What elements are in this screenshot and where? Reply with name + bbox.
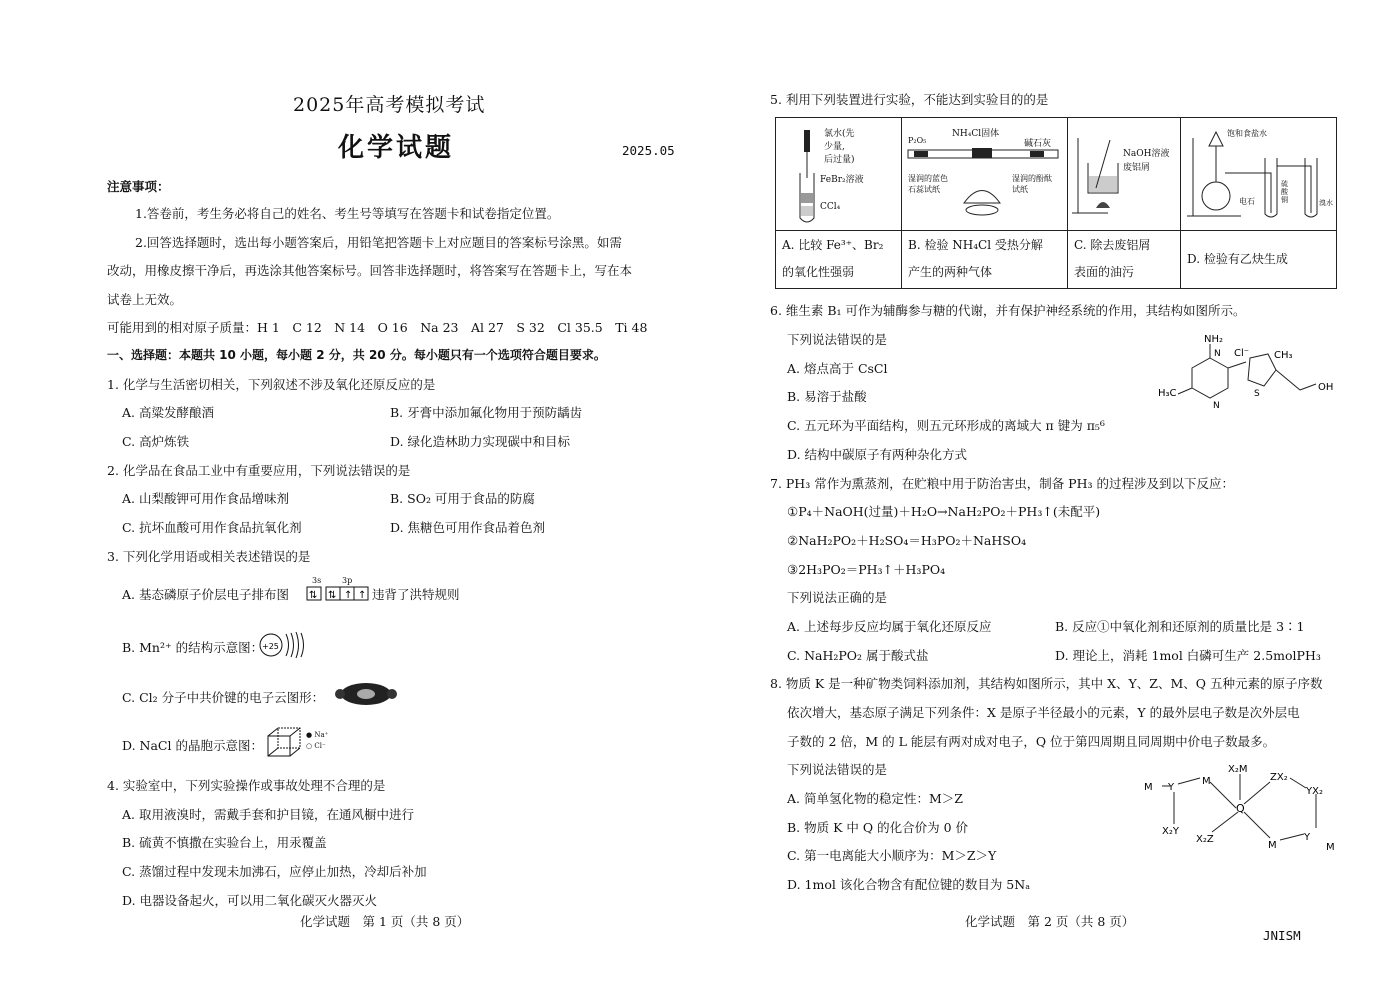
q1-option-c: C. 高炉炼铁 [122,434,190,449]
nucleus-charge: +25 [262,642,279,651]
q4-option-a: A. 取用液溴时，需戴手套和护目镜，在通风橱中进行 [122,807,414,822]
struct-m-1: M [1144,782,1153,793]
struct-nh2: NH₂ [1204,334,1224,345]
q2-option-c: C. 抗坏血酸可用作食品抗氧化剂 [122,520,302,535]
svg-text:↑: ↑ [358,590,367,601]
atomic-masses: 可能用到的相对原子质量：H 1 C 12 N 14 O 16 Na 23 Al 27 S 32 Cl 35.5 Ti 48 [107,320,648,335]
q4-option-d: D. 电器设备起火，可以用二氧化碳灭火器灭火 [122,893,378,908]
q8-option-d: D. 1mol 该化合物含有配位键的数目为 5Nₐ [787,877,1031,892]
struct-y-1: Y [1168,782,1175,793]
q4-option-b: B. 硫黄不慎撒在实验台上，用汞覆盖 [122,835,327,850]
apparatus-b-label-6: 湿润的酚酞 [1012,174,1052,183]
q8-option-a: A. 简单氢化物的稳定性：M＞Z [787,791,963,806]
question-8-line-3: 子数的 2 倍，M 的 L 能层有两对成对电子，Q 位于第四周期且同周期中价电子数最多。 [787,734,1276,749]
question-6: 6. 维生素 B₁ 可作为辅酶参与糖的代谢，并有保护神经系统的作用，其结构如图所示。 [770,303,1246,318]
apparatus-b-label-7: 试纸 [1012,185,1028,194]
q7-reaction-3: ③2H₃PO₂＝PH₃↑＋H₃PO₄ [787,562,946,577]
struct-zx2: ZX₂ [1270,772,1288,783]
apparatus-b-label-4: 湿润的蓝色 [908,174,948,183]
q6-subtitle: 下列说法错误的是 [787,332,888,347]
apparatus-b-label-3: 碱石灰 [1024,139,1052,149]
q2-option-b: B. SO₂ 可用于食品的防腐 [390,491,535,506]
apparatus-a-label-5: CCl₄ [820,202,841,212]
question-8-line-1: 8. 物质 K 是一种矿物类饲料添加剂，其结构如图所示，其中 X、Y、Z、M、Q 五种元素的原子序数 [770,676,1323,691]
q7-option-a: A. 上述每步反应均属于氧化还原反应 [787,619,992,634]
apparatus-d-caption [1187,246,1334,273]
q4-option-c: C. 蒸馏过程中发现未加沸石，应停止加热，冷却后补加 [122,864,427,879]
apparatus-a-caption [782,232,900,286]
right-footer: 化学试题 第 2 页（共 8 页） [965,914,1135,929]
mn-ion-structure-diagram [258,628,308,662]
compound-k-structure [1140,760,1340,860]
nacl-legend-na-text: Na⁺ [314,731,329,739]
apparatus-a-caption-2: 的氧化性强弱 [782,265,855,279]
q1-option-d: D. 绿化造林助力实现碳中和目标 [390,434,571,449]
apparatus-cell-d [1181,118,1336,288]
notice-2a: 2.回答选择题时，选出每小题答案后，用铅笔把答题卡上对应题目的答案标号涂黑。如需 [135,235,622,250]
q8-option-b: B. 物质 K 中 Q 的化合价为 0 价 [787,820,969,835]
apparatus-a-label-1: 氯水(先 [824,129,855,139]
q1-option-b: B. 牙膏中添加氟化物用于预防龋齿 [390,405,583,420]
apparatus-c-caption-1: C. 除去废铝屑 [1074,238,1151,252]
struct-ch3: CH₃ [1274,350,1293,361]
apparatus-b-label-5: 石蕊试纸 [908,185,940,194]
q3-option-b: B. Mn²⁺ 的结构示意图： [122,640,264,655]
q7-option-b: B. 反应①中氧化剂和还原剂的质量比是 3∶1 [1055,619,1305,634]
struct-q: Q [1236,802,1245,815]
apparatus-b-label-1: P₂O₅ [908,136,927,145]
cl2-electron-cloud-diagram [335,681,397,707]
apparatus-b-label-2: NH₄Cl固体 [952,129,1000,139]
q7-reaction-2: ②NaH₂PO₂＋H₂SO₄＝H₃PO₂＋NaHSO₄ [787,533,1027,548]
apparatus-c-caption-2: 表面的油污 [1074,265,1135,279]
nacl-cell-diagram [266,726,308,760]
q6-option-c: C. 五元环为平面结构，则五元环形成的离域大 π 键为 π₅⁶ [787,418,1105,433]
question-8-line-2: 依次增大，基态原子满足下列条件：X 是原子半径最小的元素，Y 的最外层电子数是次外层电 [787,705,1300,720]
apparatus-cell-b [902,118,1068,288]
q1-option-a: A. 高粱发酵酿酒 [122,405,214,420]
question-2: 2. 化学品在食品工业中有重要应用，下列说法错误的是 [107,463,411,478]
q3-option-a-pre: A. 基态磷原子价层电子排布图 [122,587,289,602]
struct-m-2: M [1202,776,1211,787]
orbital-boxes [306,586,372,602]
struct-x2m: X₂M [1228,764,1248,775]
q7-option-c: C. NaH₂PO₂ 属于酸式盐 [787,648,929,663]
q6-option-a: A. 熔点高于 CsCl [787,361,888,376]
nacl-legend-cl: ○ Cl⁻ [306,742,326,750]
q2-option-a: A. 山梨酸钾可用作食品增味剂 [122,491,289,506]
section-heading: 一、选择题：本题共 10 小题，每小题 2 分，共 20 分。每小题只有一个选项符合题目要求。 [107,348,606,362]
q6-option-b: B. 易溶于盐酸 [787,389,867,404]
notice-2c: 试卷上无效。 [107,292,183,307]
apparatus-b-caption-2: 产生的两种气体 [908,265,993,279]
svg-text:⇅: ⇅ [328,590,337,601]
question-4: 4. 实验室中，下列实验操作或事故处理不合理的是 [107,778,386,793]
vitamin-b1-structure [1150,328,1345,410]
struct-m-4: M [1326,842,1335,853]
q5-apparatus-table [775,117,1337,289]
apparatus-d-caption-1: D. 检验有乙炔生成 [1187,252,1288,266]
nacl-legend-cl-text: Cl⁻ [314,742,326,750]
notice-heading: 注意事项： [107,179,170,194]
q2-option-d: D. 焦糖色可用作食品着色剂 [390,520,546,535]
q8-option-c: C. 第一电离能大小顺序为：M＞Z＞Y [787,848,997,863]
left-footer: 化学试题 第 1 页（共 8 页） [300,914,470,929]
apparatus-a-caption-1: A. 比较 Fe³⁺、Br₂ [782,238,884,252]
apparatus-a-label-4: FeBr₂溶液 [820,175,864,185]
apparatus-c-label-2: 废铝屑 [1123,163,1151,173]
apparatus-cell-a [776,118,902,288]
struct-oh: OH [1318,382,1334,393]
orbital-diagram [306,576,372,604]
q7-reaction-1: ①P₄＋NaOH(过量)＋H₂O→NaH₂PO₂＋PH₃↑(未配平) [787,504,1101,519]
apparatus-cell-c [1068,118,1181,288]
orbital-3s-label: 3s [312,576,322,585]
apparatus-a-label-3: 后过量) [824,155,855,165]
question-7: 7. PH₃ 常作为熏蒸剂，在贮粮中用于防治害虫，制备 PH₃ 的过程涉及到以下反应： [770,476,1234,491]
struct-s: S [1254,389,1260,399]
q3-option-a-post: 违背了洪特规则 [372,587,460,602]
q7-option-d: D. 理论上，消耗 1mol 白磷可生产 2.5molPH₃ [1055,648,1321,663]
struct-x2y: X₂Y [1162,826,1179,837]
apparatus-d-label-3: 硫酸铜 [1281,180,1288,204]
apparatus-b-caption-1: B. 检验 NH₄Cl 受热分解 [908,238,1043,252]
apparatus-b-caption [908,232,1066,286]
q7-subtitle: 下列说法正确的是 [787,590,888,605]
struct-x2z: X₂Z [1196,834,1214,845]
exam-date: 2025.05 [622,143,675,158]
q6-option-d: D. 结构中碳原子有两种杂化方式 [787,447,968,462]
struct-y-2: Y [1304,832,1311,843]
question-1: 1. 化学与生活密切相关，下列叙述不涉及氧化还原反应的是 [107,377,436,392]
svg-text:⇅: ⇅ [309,590,318,601]
struct-m-3: M [1268,840,1277,851]
struct-n-1: N [1214,349,1221,359]
q3-option-d: D. NaCl 的晶胞示意图： [122,738,263,753]
orbital-3p-label: 3p [342,576,353,585]
document-code: JNISM [1263,928,1301,943]
apparatus-c-label-1: NaOH溶液 [1123,149,1170,159]
exam-title: 2025年高考模拟考试 [293,94,486,116]
apparatus-d-label-1: 饱和食盐水 [1227,129,1267,138]
notice-1: 1.答卷前，考生务必将自己的姓名、考生号等填写在答题卡和试卷指定位置。 [135,206,560,221]
svg-text:↑: ↑ [344,590,353,601]
subject-title: 化学试题 [338,133,455,163]
question-5: 5. 利用下列装置进行实验，不能达到实验目的的是 [770,92,1049,107]
apparatus-a-label-2: 少量, [824,142,845,152]
apparatus-c-caption [1074,232,1179,286]
question-3: 3. 下列化学用语或相关表述错误的是 [107,549,311,564]
struct-n-2: N [1213,401,1220,410]
apparatus-d-label-2: 电石 [1239,197,1255,206]
struct-yx2: YX₂ [1306,786,1323,797]
q3-option-c: C. Cl₂ 分子中共价键的电子云图形： [122,690,325,705]
apparatus-d-label-4: 溴水 [1319,199,1333,207]
nacl-legend-na: ● Na⁺ [306,731,329,739]
apparatus-c-drawing [1068,118,1181,230]
notice-2b: 改动，用橡皮擦干净后，再选涂其他答案标号。回答非选择题时，将答案写在答题卡上，写在本 [107,263,633,278]
q8-subtitle: 下列说法错误的是 [787,762,888,777]
struct-cl: Cl⁻ [1234,348,1250,359]
struct-h3c: H₃C [1158,388,1177,399]
